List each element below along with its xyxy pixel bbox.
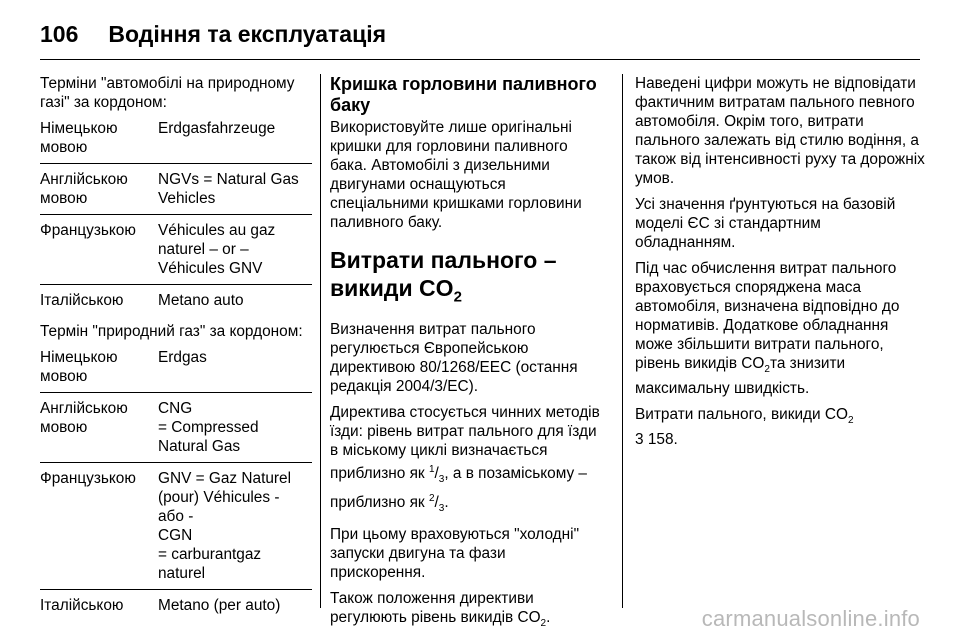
base-model-paragraph: Усі значення ґрунтуються на базовій моделі ЄС зі стандартним обладнанням. (635, 196, 896, 251)
cycle-text-c: . (444, 493, 449, 511)
table-row (40, 164, 312, 215)
cycle-text-a: Директива стосується чинних методів їзди: рівень витрат пального для їзди в міському циклі визначається приблизно як (330, 403, 600, 482)
section-heading-consumption (330, 246, 604, 312)
table-row (40, 215, 312, 285)
table-row (40, 348, 312, 393)
section-heading-fuel-cap: Кришка горловини паливного баку (330, 74, 597, 115)
page-number: 106 (40, 20, 79, 47)
watermark: carmanualsonline.info (701, 606, 920, 631)
term-cell: Véhicules au gaz naturel – or – Véhicules GNV (158, 215, 312, 285)
heading-line-2: викиди CO (330, 275, 454, 301)
calculation-text-b: та знизити максимальну швидкість. (635, 355, 846, 398)
column-3 (635, 74, 925, 456)
table-row (40, 119, 312, 164)
header-rule (40, 59, 920, 60)
fuel-cap-paragraph: Використовуйте лише оригінальні кришки для горловини паливного бака. Автомобілі з дизельними двигунами оснащуються спеціальними кришками горловини паливного баку. (330, 119, 582, 231)
gas-terms-table (40, 348, 312, 621)
table-row (40, 393, 312, 463)
subscript: 2 (848, 415, 854, 427)
fraction-numerator: 1 (428, 463, 435, 475)
table-row (40, 590, 312, 622)
cross-reference (635, 405, 925, 449)
emissions-text-b: . (546, 609, 551, 626)
intro-vehicles: Терміни "автомобілі на природному газі" за кордоном: (40, 75, 295, 111)
page-header (40, 14, 386, 54)
reference-page-link[interactable]: 158. (647, 431, 678, 449)
calculation-text-a: Під час обчислення витрат пального враховується споряджена маса автомобіля, визначена відповідно до нормативів. Додаткове обладнання може збільшити витрати пального, рівень викидів CO (635, 260, 900, 372)
term-cell: CNG = Compressed Natural Gas (158, 393, 312, 463)
subscript: 2 (540, 618, 547, 630)
cold-start-paragraph: При цьому враховуються "холодні" запуски двигуна та фази прискорення. (330, 526, 580, 581)
column-1 (40, 74, 312, 627)
term-cell: Metano auto (158, 292, 244, 309)
cycle-text-b: , а в позаміському – приблизно як (330, 464, 587, 511)
lang-cell: Французькою (40, 463, 158, 590)
term-cell: Erdgasfahrzeuge (158, 119, 312, 164)
lang-cell: Італійською (40, 292, 124, 309)
lang-cell: Англійською мовою (40, 393, 158, 463)
intro-gas: Термін "природний газ" за кордоном: (40, 323, 303, 340)
heading-subscript: 2 (453, 288, 462, 306)
term-cell: Metano (per auto) (158, 597, 281, 614)
lang-cell: Англійською мовою (40, 164, 158, 215)
directive-paragraph: Визначення витрат пального регулюється Європейською директивою 80/1268/EEC (остання редакція 2004/3/EC). (330, 320, 578, 395)
cycle-paragraph: Директива стосується чинних методів їзди: рівень витрат пального для їзди в міському циклі визначається приблизно як $^1/_3$, а в позаміському – приблизно як $^2/_3$. (330, 403, 600, 514)
emissions-text-a: Також положення директиви регулюють рівень викидів CO (330, 590, 541, 626)
lang-cell: Німецькою мовою (40, 348, 158, 393)
vehicle-terms-table (40, 119, 312, 316)
table-row (40, 463, 312, 590)
page-title: Водіння та експлуатація (108, 20, 387, 47)
reference-text: Витрати пального, викиди CO (635, 406, 848, 424)
column-divider-2 (622, 74, 623, 608)
heading-line-1: Витрати пального – (330, 247, 557, 273)
fraction-numerator: 2 (428, 492, 435, 504)
reference-arrow-icon: 3 (635, 431, 644, 449)
subscript: 2 (764, 364, 770, 376)
fraction-denominator: 3 (438, 503, 445, 514)
table-row (40, 285, 312, 317)
term-cell: GNV = Gaz Naturel (pour) Véhicules - або - CGN = carburantgaz naturel (158, 463, 312, 590)
term-cell: NGVs = Natural Gas Vehicles (158, 164, 312, 215)
lang-cell: Італійською (40, 597, 124, 614)
lang-cell: Французькою (40, 215, 158, 285)
column-divider-1 (320, 74, 321, 608)
calculation-paragraph (635, 259, 925, 398)
actual-consumption-paragraph: Наведені цифри можуть не відповідати фактичним витратам пального певного автомобіля. Окрім того, витрати пального залежать від стилю водіння, а також від інтенсивності руху та дорожніх умов. (635, 75, 925, 187)
term-cell: Erdgas (158, 348, 312, 393)
emissions-paragraph (330, 589, 604, 633)
lang-cell: Німецькою мовою (40, 119, 158, 164)
fraction-denominator: 3 (438, 473, 445, 485)
column-2 (330, 74, 604, 640)
